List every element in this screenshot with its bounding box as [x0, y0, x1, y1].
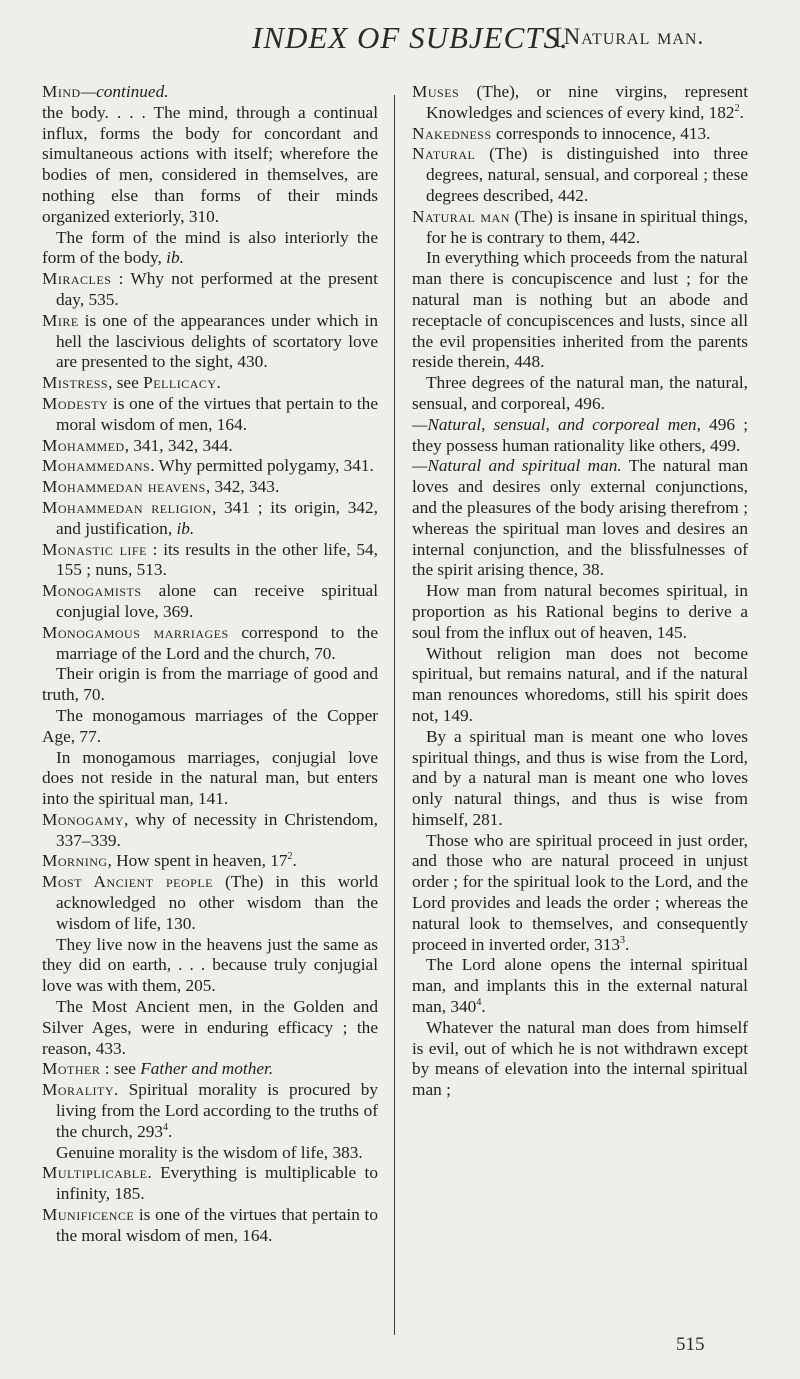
index-entry: [42, 103, 378, 228]
entry-heading: Multiplicable: [42, 1163, 148, 1183]
index-entry: [42, 851, 378, 872]
index-entry: [42, 706, 378, 748]
entry-text: (The) in this world acknowledged no other wisdom than the wisdom of life, 130.: [56, 872, 379, 933]
index-entry: [42, 228, 378, 270]
entry-italic: Father and mother.: [140, 1059, 274, 1079]
entry-text: The natural man loves and desires only external conjunctions, and the pleasures of the body arising therefrom ; whereas the spiritual man loves and desires an internal conjunction, and the blissfulnesses of the spirit arising thence, 38.: [412, 456, 748, 580]
entry-text: the body. . . . The mind, through a continual influx, forms the body for concordant and simultaneous actions with itself; wherefore the bodies of men, considered in themselves, are nothing else than forms of their minds organized exteriorly, 310.: [42, 102, 378, 226]
entry-heading: Mistress: [42, 373, 109, 393]
entry-heading: Monastic life: [42, 539, 147, 559]
entry-text: . Why permitted polygamy, 341.: [150, 456, 374, 476]
entry-text: 496 ; they possess human rationality like others, 499.: [412, 414, 748, 455]
entry-text: .: [168, 1121, 173, 1141]
index-entry: [42, 540, 378, 582]
entry-text: corresponds to innocence, 413.: [491, 123, 711, 143]
entry-heading: Monogamists: [42, 581, 142, 601]
cross-reference: Pellicacy.: [143, 373, 222, 393]
index-entry: [42, 810, 378, 852]
section-title: [Natural man.: [555, 24, 705, 49]
index-entry: [412, 82, 748, 124]
entry-text: correspond to the marriage of the Lord and the church, 70.: [56, 622, 378, 663]
entry-text: —continued.: [80, 82, 169, 101]
index-entry: [42, 456, 378, 477]
entry-text: Whatever the natural man does from himself is evil, out of which he is not withdrawn except by means of elevation into the internal spiritual man ;: [412, 1017, 748, 1100]
index-entry: [42, 1080, 378, 1142]
entry-text: Their origin is from the marriage of good and truth, 70.: [42, 664, 378, 705]
entry-text: Three degrees of the natural man, the natural, sensual, and corporeal, 496.: [412, 373, 748, 413]
index-entry: [42, 664, 378, 706]
entry-text: In everything which proceeds from the natural man there is concupiscence and lust ; for the natural man is nothing but an abode and receptacle of concupiscences and lusts, since all the evil propensities inherited from the parents reside therein, 448.: [412, 248, 748, 372]
page-number: 515: [676, 1334, 705, 1355]
entry-heading: Nakedness: [412, 123, 492, 143]
entry-heading: Munificence: [42, 1205, 135, 1225]
entry-text: , see: [108, 373, 144, 393]
entry-text: (The) is insane in spiritual things, for he is contrary to them, 442.: [426, 206, 748, 247]
index-entry: [42, 935, 378, 997]
entry-text: .: [625, 934, 630, 954]
index-entry: [412, 581, 748, 643]
entry-italic: ib.: [166, 248, 184, 268]
index-entry: [42, 1163, 378, 1205]
index-entry: [412, 207, 748, 249]
index-entry: [42, 581, 378, 623]
index-entry: [412, 727, 748, 831]
index-entry: [42, 872, 378, 934]
entry-heading: Mohammedans: [42, 456, 151, 476]
entry-text: The monogamous marriages of the Copper Age, 77.: [42, 705, 378, 746]
entry-heading: Modesty: [42, 393, 109, 413]
column-divider: [394, 95, 395, 1335]
index-entry: [412, 644, 748, 727]
index-entry: [42, 373, 378, 394]
index-entry: [42, 748, 378, 810]
entry-heading: Natural man: [412, 206, 510, 226]
index-entry: [42, 498, 378, 540]
entry-text: : see: [100, 1059, 141, 1079]
entry-text: By a spiritual man is meant one who loves spiritual things, and thus is wise from the Lord, and by a natural man is meant one who loves only natural things, and thus is wise from himself, 281.: [412, 726, 748, 829]
entry-italic: —Natural and spiritual man.: [412, 456, 622, 476]
entry-heading: Most Ancient people: [42, 872, 214, 892]
entry-text: . Spiritual morality is procured by living from the Lord according to the truths of the church, 293: [56, 1080, 378, 1141]
index-entry: [42, 436, 378, 457]
entry-heading: Morality: [42, 1080, 115, 1100]
entry-text: Those who are spiritual proceed in just order, and those who are natural proceed in unjust order ; for the spiritual look to the Lord, and the Lord provides and leads the order ; whereas the natural look to themselves, and consequently proceed in inverted order, 313: [412, 830, 748, 954]
entry-text: In monogamous marriages, conjugial love does not reside in the natural man, but enters into the spiritual man, 141.: [42, 747, 378, 809]
entry-text: , How spent in heaven, 17: [107, 851, 288, 871]
superscript: 2: [734, 103, 740, 115]
entry-text: alone can receive spiritual conjugial love, 369.: [56, 581, 378, 621]
entry-italic: —Natural, sensual, and corporeal men,: [412, 414, 701, 434]
entry-text: is one of the virtues that pertain to the moral wisdom of men, 164.: [56, 1205, 378, 1245]
entry-text: The Most Ancient men, in the Golden and Silver Ages, were in enduring efficacy ; the reason, 433.: [42, 997, 378, 1058]
entry-text: : Why not performed at the present day, 535.: [56, 269, 378, 309]
entry-text: . Everything is multiplicable to infinity, 185.: [56, 1163, 378, 1204]
index-entry: [42, 1205, 378, 1247]
index-entry: [42, 997, 378, 1059]
right-column: [412, 82, 748, 1101]
entry-text: .: [292, 851, 297, 871]
entry-heading: Morning: [42, 851, 108, 871]
entry-text: is one of the virtues that pertain to the moral wisdom of men, 164.: [56, 393, 378, 434]
superscript: 3: [620, 934, 626, 946]
index-entry: [42, 623, 378, 665]
entry-heading: Monogamous marriages: [42, 622, 229, 642]
index-entry: [412, 248, 748, 373]
entry-text: Genuine morality is the wisdom of life, 383.: [56, 1142, 363, 1162]
entry-text: They live now in the heavens just the same as they did on earth, . . . because truly conjugial love was with them, 205.: [42, 934, 378, 996]
entry-heading: Mind: [42, 82, 81, 101]
entry-heading: Mohammedan heavens: [42, 477, 206, 497]
entry-text: The form of the mind is also interiorly the form of the body,: [42, 227, 378, 268]
entry-text: .: [481, 997, 486, 1017]
entry-heading: Mother: [42, 1059, 101, 1079]
superscript: 2: [287, 851, 293, 863]
index-entry: [42, 82, 378, 103]
entry-text: The Lord alone opens the internal spiritual man, and implants this in the external natural man, 340: [412, 955, 748, 1017]
entry-text: is one of the appearances under which in hell the lascivious delights of scortatory love are presented to the sight, 430.: [56, 310, 378, 372]
index-entry: [412, 373, 748, 415]
entry-text: Without religion man does not become spiritual, but remains natural, and if the natural man renounces whoredoms, still his spirit does not, 149.: [412, 643, 748, 725]
entry-heading: Mohammed: [42, 435, 125, 455]
index-entry: [42, 1059, 378, 1080]
page-header: [0, 20, 800, 70]
index-entry: [412, 955, 748, 1017]
entry-heading: Natural: [412, 144, 476, 164]
index-entry: [412, 124, 748, 145]
superscript: 4: [163, 1122, 169, 1134]
index-entry: [412, 831, 748, 956]
entry-heading: Mohammedan religion: [42, 497, 212, 517]
entry-heading: Muses: [412, 82, 460, 101]
entry-text: How man from natural becomes spiritual, in proportion as his Rational begins to derive a soul from the influx out of heaven, 145.: [412, 581, 748, 642]
index-entry: [412, 415, 748, 457]
index-entry: [42, 311, 378, 373]
entry-text: , 341, 342, 344.: [124, 435, 233, 455]
entry-text: , 341 ; its origin, 342, and justification,: [56, 497, 378, 538]
entry-text: (The), or nine virgins, represent Knowledges and sciences of every kind, 182: [426, 82, 748, 122]
superscript: 4: [476, 997, 482, 1009]
entry-text: , 342, 343.: [205, 477, 280, 497]
index-entry: [412, 456, 748, 581]
entry-heading: Mire: [42, 310, 79, 330]
entry-text: : its results in the other life, 54, 155 ; nuns, 513.: [56, 539, 378, 580]
index-entry: [42, 269, 378, 311]
entry-text: (The) is distinguished into three degrees, natural, sensual, and corporeal ; these degrees described, 442.: [426, 144, 748, 205]
entry-italic: ib.: [176, 518, 195, 538]
running-title: INDEX OF SUBJECTS.: [252, 20, 569, 55]
entry-text: .: [739, 102, 744, 122]
entry-heading: Monogamy: [42, 809, 125, 829]
entry-text: , why of necessity in Christendom, 337–339.: [56, 809, 378, 850]
index-entry: [412, 1018, 748, 1101]
index-entry: [42, 477, 378, 498]
index-entry: [42, 1143, 378, 1164]
index-entry: [412, 144, 748, 206]
left-column: [42, 82, 378, 1247]
entry-heading: Miracles: [42, 269, 112, 289]
index-entry: [42, 394, 378, 436]
